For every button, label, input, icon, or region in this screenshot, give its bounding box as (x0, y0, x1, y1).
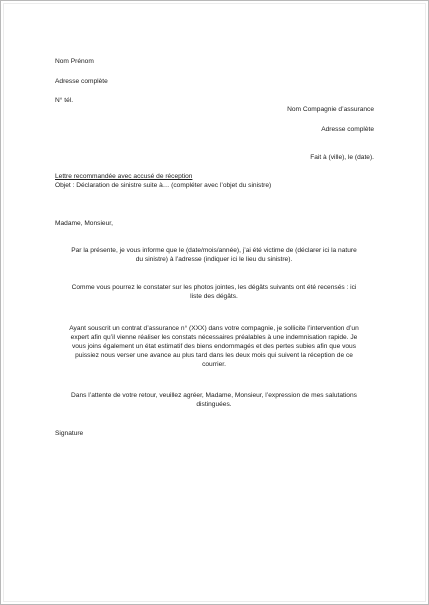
paragraph-line: expert afin qu’il vienne réaliser les constats nécessaires préalables à une indemnisation rapide. Je (70, 334, 358, 341)
sender-address: Adresse complète (55, 78, 108, 85)
paragraph-line: vous joins également un état estimatif des biens endommagés et des pertes subies afin que vous (71, 343, 357, 350)
paragraph-line: Dans l’attente de votre retour, veuillez agréer, Madame, Monsieur, l’expression de mes salutations (71, 392, 357, 399)
recipient-company: Nom Compagnie d’assurance (287, 106, 374, 113)
sender-name: Nom Prénom (55, 58, 94, 65)
signature: Signature (55, 430, 84, 437)
paragraph-line: distinguées. (196, 401, 232, 408)
paragraph-line: du sinistre) à l’adresse (indiquer ici le lieu du sinistre). (135, 256, 293, 263)
sender-phone: N° tél. (55, 97, 74, 104)
paragraph-2 (55, 283, 373, 301)
paragraph-line: puissiez nous verser une avance au plus tard dans les deux mois qui suivent la réception de ce (75, 352, 353, 359)
paragraph-1 (55, 246, 373, 264)
paragraph-line: liste des dégâts. (190, 293, 238, 300)
paragraph-line: Par la présente, je vous informe que le (date/mois/année), j’ai été victime de (déclarer ici la nature (71, 247, 357, 254)
recipient-address: Adresse complète (321, 126, 374, 133)
paragraph-line: Comme vous pourrez le constater sur les photos jointes, les dégâts suivants ont été recensés : ici (71, 284, 357, 291)
mail-type: Lettre recommandée avec accusé de réception (55, 173, 193, 180)
date-place: Fait à (ville), le (date). (310, 154, 374, 161)
salutation: Madame, Monsieur, (55, 220, 113, 227)
paragraph-3 (55, 324, 373, 369)
subject-line: Objet : Déclaration de sinistre suite à… (compléter avec l’objet du sinistre) (55, 182, 272, 189)
paragraph-line: Ayant souscrit un contrat d’assurance n° (XXX) dans votre compagnie, je sollicite l’intervention d’un (69, 325, 359, 332)
paragraph-line: courrier. (202, 361, 226, 368)
paragraph-4 (55, 391, 373, 409)
